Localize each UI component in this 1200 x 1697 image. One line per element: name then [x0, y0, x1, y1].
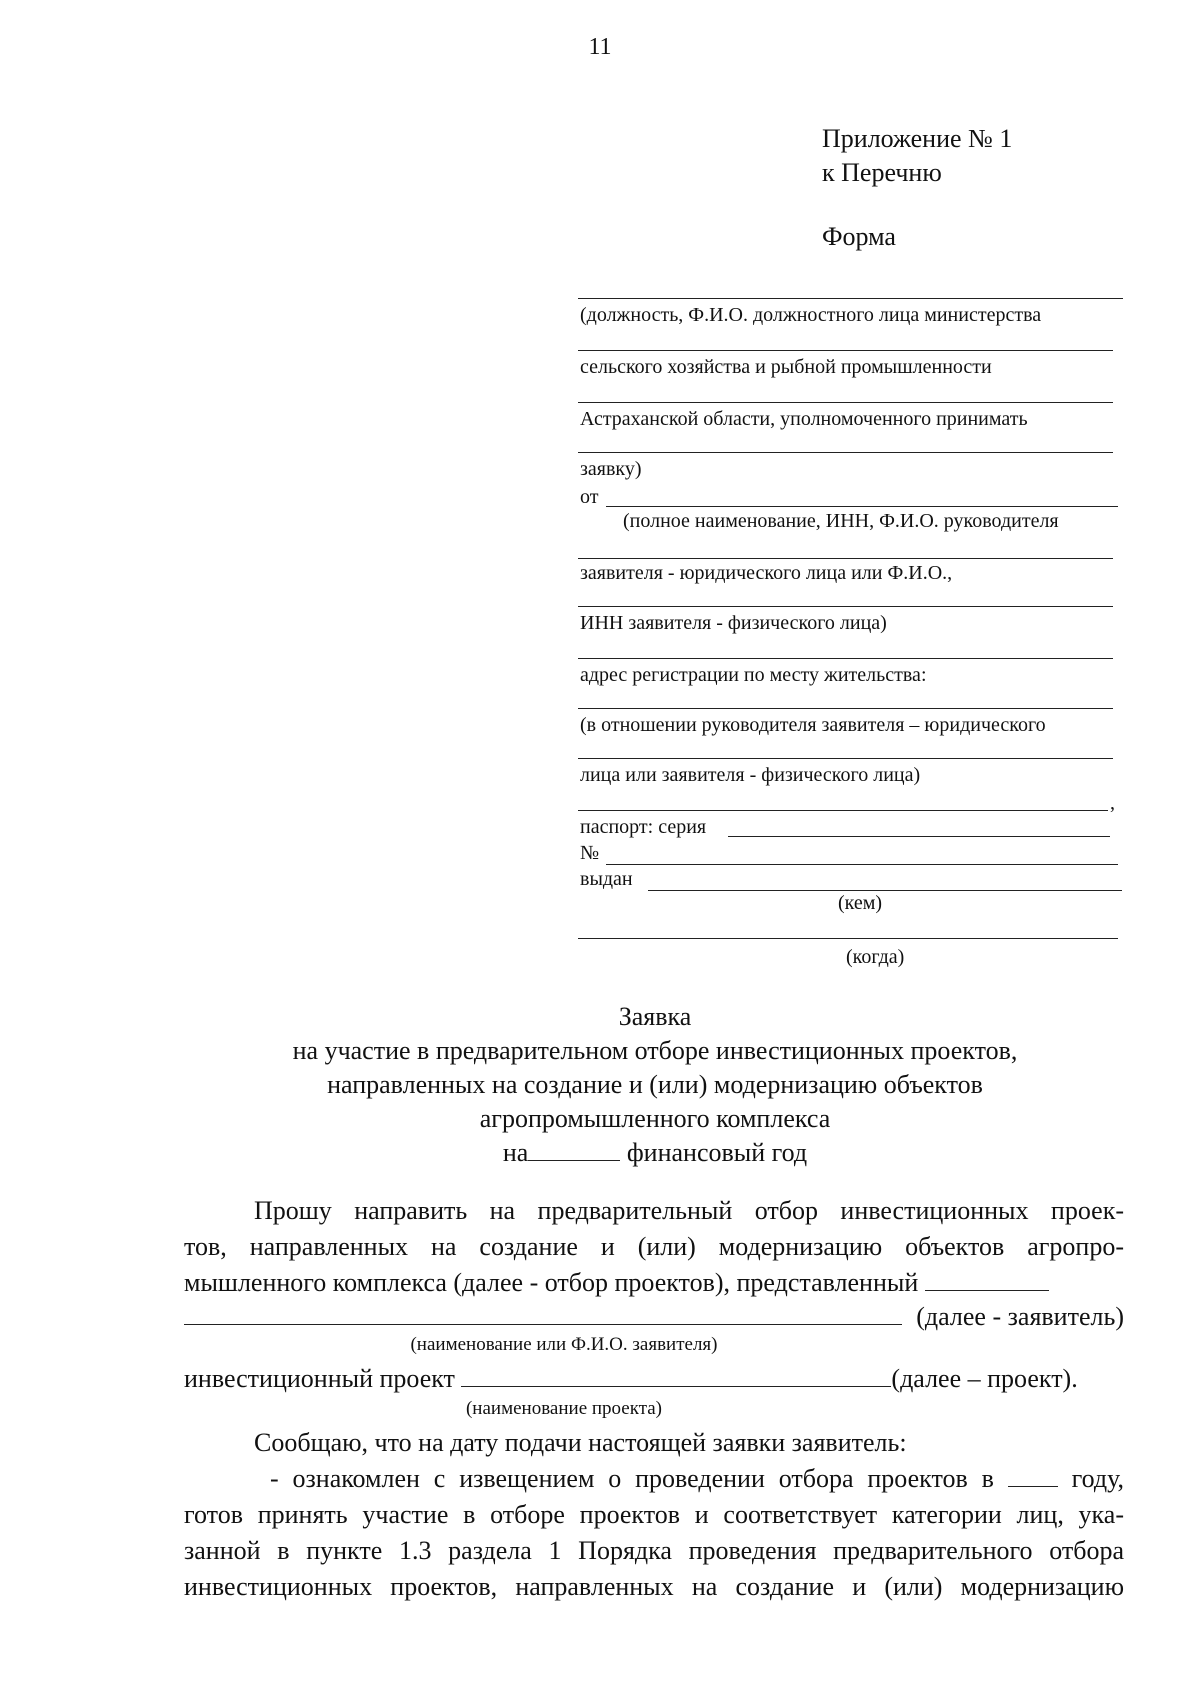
addressee-line-4	[578, 452, 1113, 453]
passport-series-label: паспорт: серия	[580, 816, 707, 838]
address-caption-3: лица или заявителя - физического лица)	[580, 764, 921, 786]
address-caption: адрес регистрации по месту жительства:	[580, 664, 927, 686]
appendix-title: Приложение № 1	[822, 124, 1013, 153]
form-label: Форма	[822, 222, 896, 251]
address-comma: ,	[1110, 792, 1115, 814]
applicant-name-line-2	[184, 1324, 902, 1325]
address-caption-2: (в отношении руководителя заявителя – юридического	[580, 714, 1046, 736]
passport-number-label: №	[580, 842, 600, 864]
body-line-3-text: мышленного комплекса (далее - отбор проектов), представленный	[184, 1268, 919, 1297]
addressee-line-3	[578, 402, 1113, 403]
body-line-7: готов принять участие в отборе проектов и соответствует категории лиц, ука-	[184, 1500, 1124, 1529]
body-line-1: Прошу направить на предварительный отбор инвестиционных проек-	[254, 1196, 1124, 1225]
year-suffix: финансовый год	[620, 1138, 808, 1167]
project-label: инвестиционный проект	[184, 1364, 455, 1393]
body-line-9: инвестиционных проектов, направленных на создание и (или) модернизацию	[184, 1572, 1124, 1601]
body-line-5: Сообщаю, что на дату подачи настоящей заявки заявитель:	[254, 1428, 907, 1457]
passport-issued-label: выдан	[580, 868, 633, 890]
passport-series-line	[728, 836, 1110, 837]
project-name-blank	[461, 1385, 891, 1387]
address-line-2	[578, 758, 1113, 759]
addressee-caption-4: заявку)	[580, 458, 642, 480]
issued-by-caption: (кем)	[838, 892, 883, 914]
applicant-suffix: (далее - заявитель)	[916, 1302, 1124, 1331]
applicant-caption-1: (полное наименование, ИНН, Ф.И.О. руководителя	[623, 510, 1059, 532]
body-line-6-suffix: году,	[1071, 1464, 1124, 1493]
body-line-6	[270, 1464, 1124, 1494]
project-suffix: (далее – проект).	[891, 1364, 1078, 1393]
applicant-name-caption: (наименование или Ф.И.О. заявителя)	[410, 1334, 718, 1355]
project-name-caption: (наименование проекта)	[465, 1398, 662, 1419]
from-field-line	[606, 506, 1118, 507]
addressee-caption-3: Астраханской области, уполномоченного принимать	[580, 408, 1028, 430]
passport-issued-line	[648, 890, 1122, 891]
from-label: от	[580, 486, 599, 508]
address-line-1	[578, 708, 1113, 709]
year-field-blank	[1008, 1485, 1058, 1487]
body-line-6-text: - ознакомлен с извещением о проведении отбора проектов в	[270, 1464, 994, 1493]
year-blank	[528, 1159, 620, 1161]
page-number: 11	[588, 34, 612, 60]
applicant-name-blank-1	[925, 1289, 1049, 1291]
addressee-line-1	[578, 298, 1123, 299]
issued-when-caption: (когда)	[846, 946, 905, 968]
project-line	[184, 1364, 1124, 1394]
addressee-caption-1: (должность, Ф.И.О. должностного лица министерства	[580, 304, 1042, 326]
body-line-8: занной в пункте 1.3 раздела 1 Порядка проведения предварительного отбора	[184, 1536, 1124, 1565]
addressee-line-2	[578, 350, 1113, 351]
year-prefix: на	[502, 1138, 529, 1167]
document-subtitle-3: агропромышленного комплекса	[479, 1104, 831, 1133]
applicant-line-4	[578, 658, 1113, 659]
document-subtitle-1: на участие в предварительном отборе инвестиционных проектов,	[292, 1036, 1018, 1065]
issued-when-line	[578, 938, 1118, 939]
document-subtitle-4	[0, 1138, 1200, 1168]
applicant-line-3	[578, 606, 1113, 607]
body-line-2: тов, направленных на создание и (или) модернизацию объектов агропро-	[184, 1232, 1124, 1261]
body-line-3	[184, 1268, 1124, 1298]
applicant-caption-2: заявителя - юридического лица или Ф.И.О.,	[580, 562, 953, 584]
address-line-3	[578, 810, 1108, 811]
applicant-line-2	[578, 558, 1113, 559]
document-subtitle-2: направленных на создание и (или) модернизацию объектов	[327, 1070, 983, 1099]
applicant-caption-3: ИНН заявителя - физического лица)	[580, 612, 887, 634]
passport-number-line	[606, 864, 1118, 865]
document-title: Заявка	[618, 1002, 692, 1031]
appendix-reference: к Перечню	[822, 158, 942, 187]
addressee-caption-2: сельского хозяйства и рыбной промышленности	[580, 356, 992, 378]
